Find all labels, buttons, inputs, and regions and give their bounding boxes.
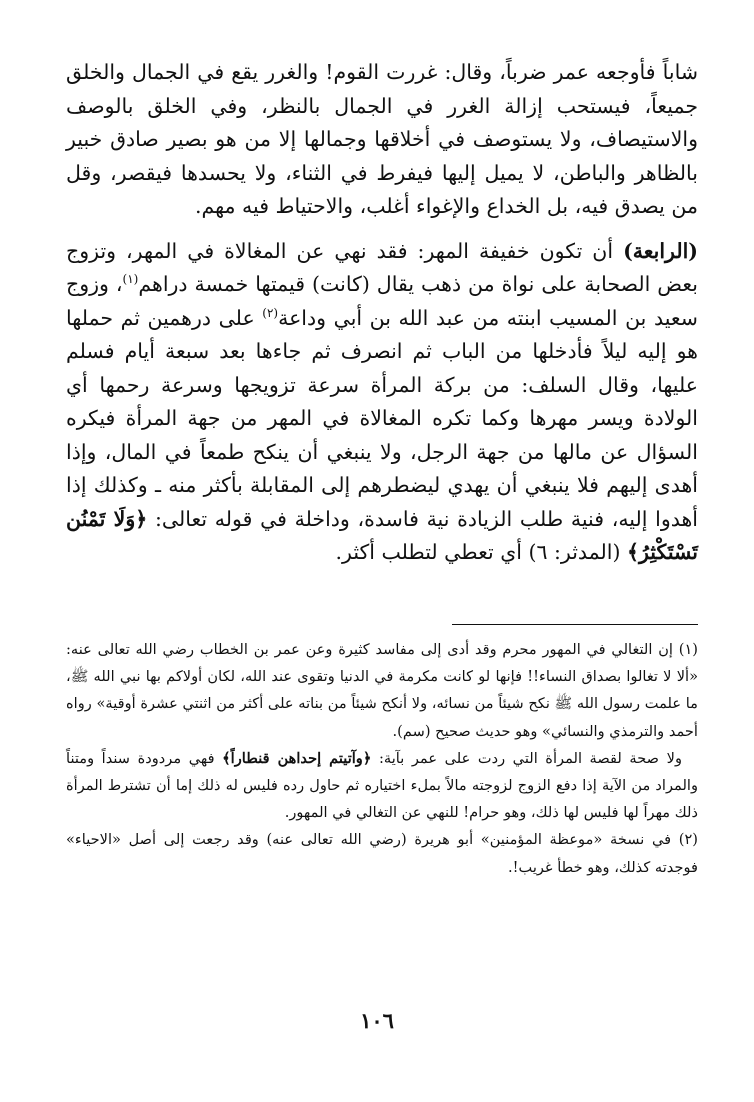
page-number: ١٠٦ xyxy=(360,1008,394,1033)
paragraph-2-text-c: على درهمين ثم حملها هو إليه ليلاً فأدخلها من الباب ثم انصرف ثم جاءها بعد سبعة أيام فسلم عليها، وقال السلف: من بركة المرأة سرعة تزويجها وسرعة رحمها أي الولادة ويسر مهرها وكما تكره المغالاة في المهر من جهة المرأة فيكره السؤال عن مالها من جهة الرجل، ولا ينبغي أن ينكح طمعاً في المال، وإذا أهدى إليهم فلا ينبغي أن يهدي ليضطرهم إلى المقابلة بأكثر منه ـ وكذلك إذا أهدوا إليه، فنية طلب الزيادة نية فاسدة، وداخلة في قوله تعالى: xyxy=(66,305,698,531)
paragraph-1: شاباً فأوجعه عمر ضرباً، وقال: غررت القوم! والغرر يقع في الجمال والخلق جميعاً، فيستحب إزالة الغرر في الجمال بالنظر، وفي الخلق بالوصف والاستيصاف، ولا يستوصف في أخلاقها وجمالها إلا من هو بصير صادق خبير بالظاهر والباطن، لا يميل إليها فيفرط في الثناء، ولا يحسدها فيقصر، وقل من يصدق فيه، بل الخداع والإغواء أغلب، والاحتياط فيه مهم. xyxy=(66,60,698,218)
footnote-ref-1[interactable]: (١) xyxy=(122,272,139,287)
footnote-1-cont-text-a: ولا صحة لقصة المرأة التي ردت على عمر بآية: xyxy=(371,749,682,767)
footnote-1-continuation xyxy=(66,745,698,827)
footnotes-block xyxy=(66,636,698,881)
paragraph-2 xyxy=(66,235,698,570)
main-text-block xyxy=(66,56,698,570)
quran-verse: ﴿وَلَا تَمْنُن تَسْتَكْثِرُ﴾ xyxy=(66,506,698,564)
footnote-quran-verse: ﴿وآتيتم إحداهن قنطاراً﴾ xyxy=(222,749,372,767)
footnote-2: (٢) في نسخة «موعظة المؤمنين» أبو هريرة (رضي الله تعالى عنه) وقد رجعت إلى أصل «الاحياء» فوجدته كذلك، وهو خطأ غريب!. xyxy=(66,831,698,876)
footnote-1: (١) إن التغالي في المهور محرم وقد أدى إلى مفاسد كثيرة وعن عمر بن الخطاب رضي الله تعالى عنه: «ألا لا تغالوا بصداق النساء!! فإنها لو كانت مكرمة في الدنيا وتقوى عند الله، لكان أولاكم بها نبي الله ﷺ، ما علمت رسول الله ﷺ نكح شيئاً من نسائه، ولا أنكح شيئاً من بناته على أكثر من اثنتي عشرة أوقية» رواه أحمد والترمذي والنسائي» وهو حديث صحيح (سم). xyxy=(66,641,698,740)
paragraph-2-text-d: (المدثر: ٦) أي تعطي لتطلب أكثر. xyxy=(335,540,627,564)
paragraph-2-text-b: ، وزوج سعيد بن المسيب ابنته من عبد الله بن أبي وداعة xyxy=(66,272,698,330)
section-lead: (الرابعة) xyxy=(623,238,698,263)
footnote-1-cont-text-b: فهي مردودة سنداً ومتناً والمراد من الآية إذا دفع الزوج لزوجته مالاً بملء اختياره ثم حاول رده فليس له ذلك إما أن تشترط المرأة ذلك مهراً لها فليس لها ذلك، وهو حرام! للنهي عن التغالي في المهور. xyxy=(66,749,698,822)
footnote-separator xyxy=(66,624,698,625)
footnote-ref-2[interactable]: (٢) xyxy=(262,305,279,320)
paragraph-2-text-a: أن تكون خفيفة المهر: فقد نهي عن المغالاة في المهر، وتزوج بعض الصحابة على نواة من ذهب يقال (كانت) قيمتها خمسة دراهم xyxy=(66,238,698,296)
